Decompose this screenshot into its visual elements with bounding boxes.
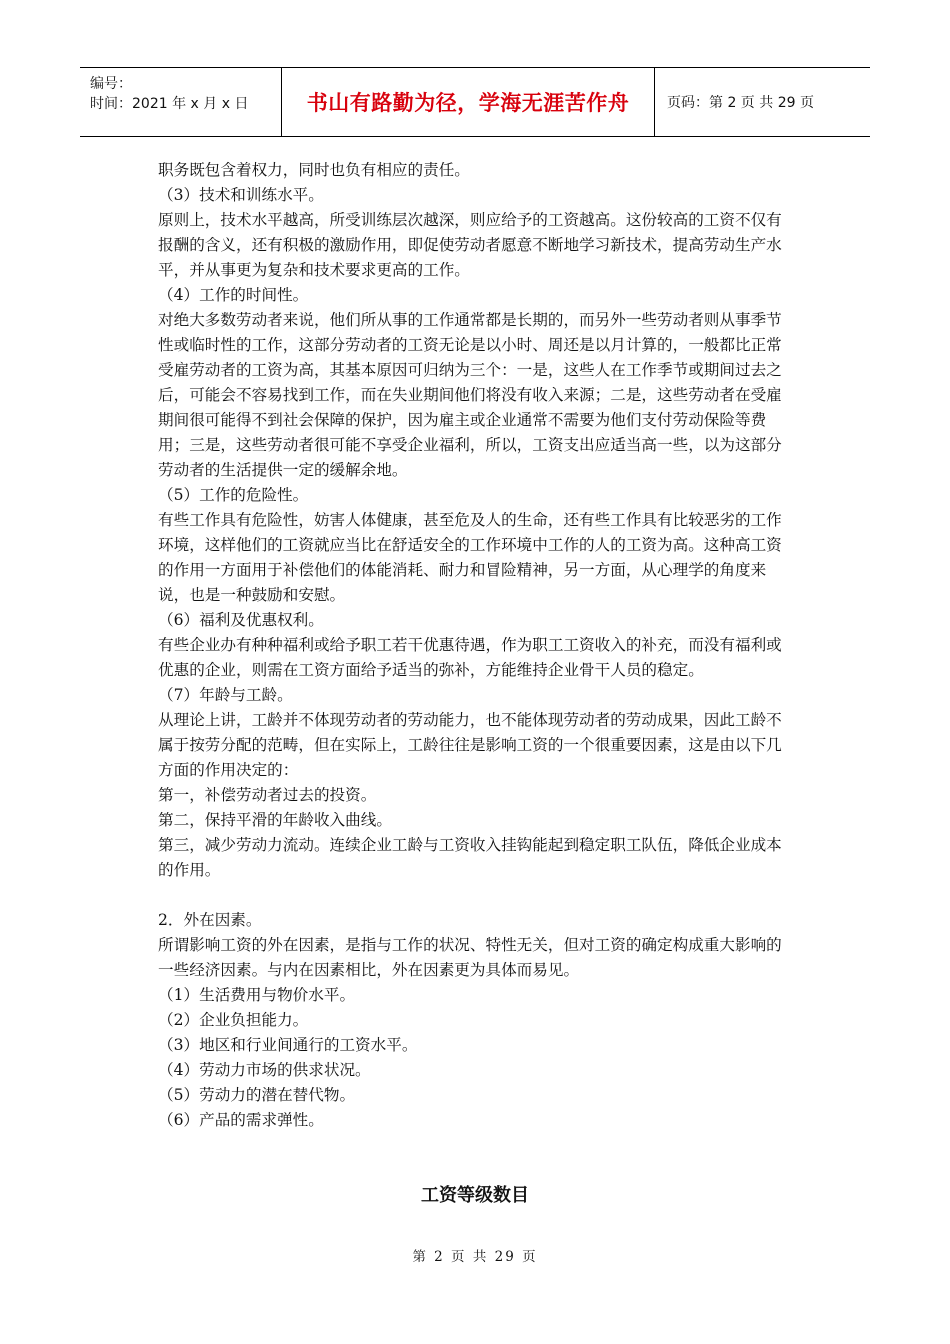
paragraph: 第三，减少劳动力流动。连续企业工龄与工资收入挂钩能起到稳定职工队伍，降低企业成本的作用。	[158, 836, 782, 879]
paragraph: 有些企业办有种种福利或给予职工若干优惠待遇，作为职工工资收入的补充，而没有福利或优惠的企业，则需在工资方面给予适当的弥补，方能维持企业骨干人员的稳定。	[158, 636, 782, 679]
list-item: （5）劳动力的潜在替代物。	[158, 1086, 356, 1104]
section-heading: 工资等级数目	[421, 1185, 529, 1206]
list-item: （1）生活费用与物价水平。	[158, 986, 356, 1004]
document-time: 时间：2021 年 x 月 x 日	[90, 96, 249, 112]
list-item: （3）地区和行业间通行的工资水平。	[158, 1036, 418, 1054]
document-number-label: 编号：	[90, 76, 132, 92]
spacer	[158, 883, 794, 908]
header-meta	[80, 68, 282, 136]
section-title: 2．外在因素。	[158, 911, 262, 929]
page-header	[80, 67, 870, 137]
paragraph: 第一，补偿劳动者过去的投资。	[158, 786, 377, 804]
paragraph: （5）工作的危险性。	[158, 486, 309, 504]
header-motto: 书山有路勤为径，学海无涯苦作舟	[282, 68, 655, 136]
paragraph: 职务既包含着权力，同时也负有相应的责任。	[158, 161, 470, 179]
header-page-info: 页码：第 2 页 共 29 页	[667, 95, 814, 111]
paragraph: 所谓影响工资的外在因素，是指与工作的状况、特性无关，但对工资的确定构成重大影响的一些经济因素。与内在因素相比，外在因素更为具体而易见。	[158, 936, 782, 979]
document-body	[158, 158, 794, 1133]
list-item: （4）劳动力市场的供求状况。	[158, 1061, 371, 1079]
list-item: （6）产品的需求弹性。	[158, 1111, 324, 1129]
list-item: （2）企业负担能力。	[158, 1011, 309, 1029]
paragraph: （4）工作的时间性。	[158, 286, 309, 304]
paragraph: （6）福利及优惠权利。	[158, 611, 324, 629]
paragraph: 第二，保持平滑的年龄收入曲线。	[158, 811, 392, 829]
paragraph: 对绝大多数劳动者来说，他们所从事的工作通常都是长期的，而另外一些劳动者则从事季节性或临时性的工作，这部分劳动者的工资无论是以小时、周还是以月计算的，一般都比正常受雇劳动者的工资为高，其基本原因可归纳为三个：一是，这些人在工作季节或期间过去之后，可能会不容易找到工作，而在失业期间他们将没有收入来源；二是，这些劳动者在受雇期间很可能得不到社会保障的保护，因为雇主或企业通常不需要为他们支付劳动保险等费用；三是，这些劳动者很可能不享受企业福利，所以，工资支出应适当高一些，以为这部分劳动者的生活提供一定的缓解余地。	[158, 311, 782, 479]
paragraph: 原则上，技术水平越高，所受训练层次越深，则应给予的工资越高。这份较高的工资不仅有报酬的含义，还有积极的激励作用，即促使劳动者愿意不断地学习新技术，提高劳动生产水平，并从事更为复杂和技术要求更高的工作。	[158, 211, 782, 279]
paragraph: 有些工作具有危险性，妨害人体健康，甚至危及人的生命，还有些工作具有比较恶劣的工作环境，这样他们的工资就应当比在舒适安全的工作环境中工作的人的工资为高。这种高工资的作用一方面用于补偿他们的体能消耗、耐力和冒险精神，另一方面，从心理学的角度来说，也是一种鼓励和安慰。	[158, 511, 782, 604]
paragraph: 从理论上讲，工龄并不体现劳动者的劳动能力，也不能体现劳动者的劳动成果，因此工龄不属于按劳分配的范畴，但在实际上，工龄往往是影响工资的一个很重要因素，这是由以下几方面的作用决定的：	[158, 711, 782, 779]
page-footer: 第 2 页 共 29 页	[412, 1249, 538, 1265]
paragraph: （7）年龄与工龄。	[158, 686, 293, 704]
paragraph: （3）技术和训练水平。	[158, 186, 324, 204]
